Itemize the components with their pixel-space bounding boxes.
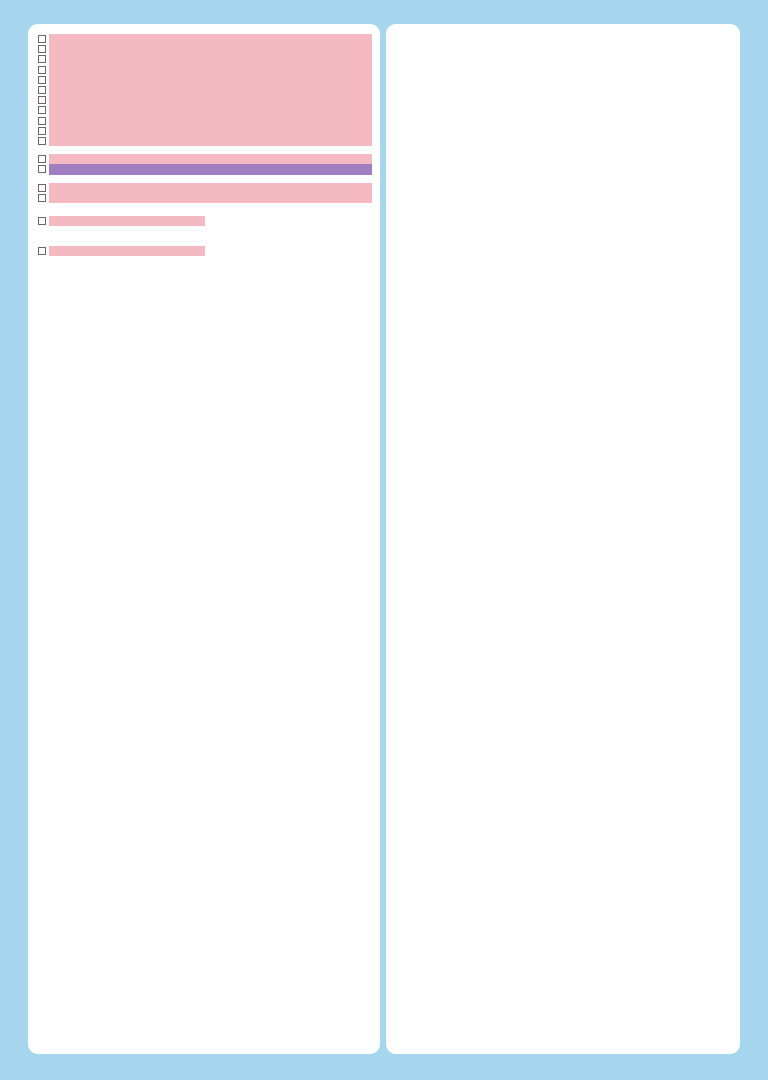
checkbox[interactable]	[38, 165, 46, 173]
test-label	[49, 116, 372, 126]
test-item	[38, 44, 372, 54]
test-label	[49, 75, 372, 85]
test-item	[38, 75, 372, 85]
checkbox[interactable]	[38, 184, 46, 192]
checkbox[interactable]	[38, 217, 46, 225]
test-label	[49, 105, 372, 115]
test-item	[38, 116, 372, 126]
checkbox[interactable]	[38, 247, 46, 255]
checkbox[interactable]	[38, 137, 46, 145]
right-panel	[386, 24, 740, 1054]
test-item	[38, 164, 372, 174]
checkbox[interactable]	[38, 45, 46, 53]
test-item	[38, 216, 205, 226]
test-label	[49, 154, 372, 164]
checkbox[interactable]	[38, 155, 46, 163]
test-item	[38, 65, 372, 75]
test-item	[38, 105, 372, 115]
checkbox[interactable]	[38, 106, 46, 114]
checkbox[interactable]	[38, 194, 46, 202]
checkbox[interactable]	[38, 117, 46, 125]
test-label	[49, 136, 372, 146]
test-item	[38, 193, 372, 203]
test-label	[49, 85, 372, 95]
checkbox[interactable]	[38, 86, 46, 94]
checkbox[interactable]	[38, 76, 46, 84]
test-label	[49, 164, 372, 174]
test-label	[49, 65, 372, 75]
checkbox[interactable]	[38, 55, 46, 63]
test-item	[38, 183, 372, 193]
checkbox[interactable]	[38, 96, 46, 104]
two-column-group	[38, 213, 372, 256]
test-label	[49, 95, 372, 105]
test-item	[38, 34, 372, 44]
test-item	[38, 136, 372, 146]
checkbox[interactable]	[38, 35, 46, 43]
test-label	[49, 183, 372, 193]
checkbox[interactable]	[38, 127, 46, 135]
left-panel	[28, 24, 380, 1054]
test-item	[38, 95, 372, 105]
test-label	[49, 216, 205, 226]
test-label	[49, 193, 372, 203]
checkbox[interactable]	[38, 66, 46, 74]
test-label	[49, 126, 372, 136]
test-item	[38, 246, 205, 256]
test-item	[38, 126, 372, 136]
test-label	[49, 34, 372, 44]
test-label	[49, 44, 372, 54]
test-item	[38, 54, 372, 64]
test-label	[49, 54, 372, 64]
test-item	[38, 154, 372, 164]
test-label	[49, 246, 205, 256]
test-item	[38, 85, 372, 95]
